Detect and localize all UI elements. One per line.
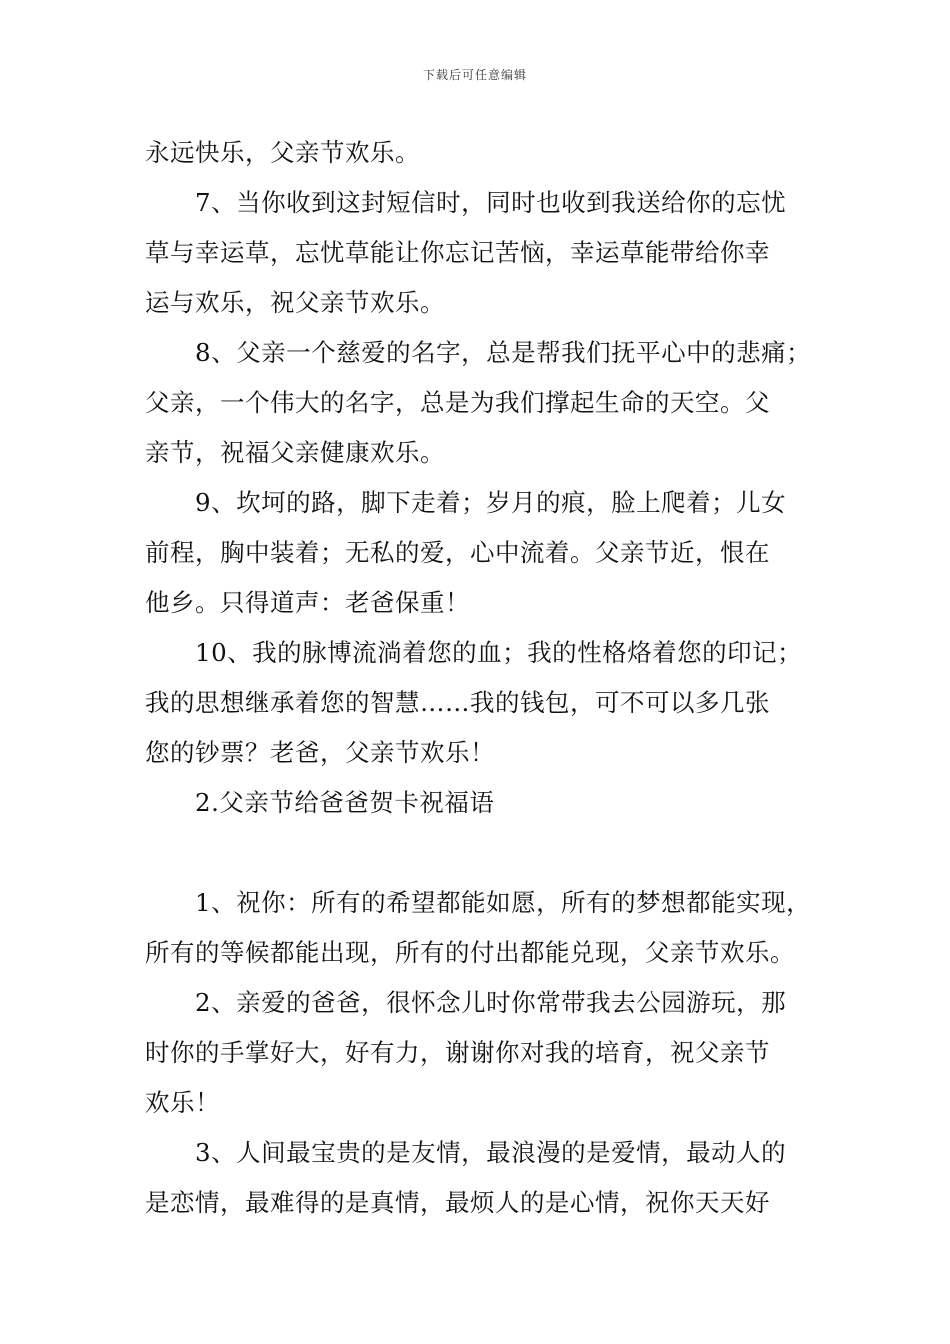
paragraph-start: 8、父亲一个慈爱的名字，总是帮我们抚平心中的悲痛； — [195, 338, 812, 367]
blank-line — [145, 828, 815, 878]
text-line: 亲节，祝福父亲健康欢乐。 — [145, 438, 445, 467]
paragraph-start: 7、当你收到这封短信时，同时也收到我送给你的忘忧 — [195, 188, 787, 217]
paragraph-start: 3、人间最宝贵的是友情，最浪漫的是爱情，最动人的 — [195, 1138, 787, 1167]
paragraph-start: 10、我的脉博流淌着您的血；我的性格烙着您的印记； — [195, 638, 803, 667]
text-line: 您的钞票？老爸，父亲节欢乐！ — [145, 738, 495, 767]
document-body — [145, 128, 815, 1228]
paragraph-start: 9、坎坷的路，脚下走着；岁月的痕，脸上爬着；儿女 — [195, 488, 787, 517]
text-line: 欢乐！ — [145, 1088, 220, 1117]
text-line: 时你的手掌好大，好有力，谢谢你对我的培育，祝父亲节 — [145, 1038, 770, 1067]
paragraph-start: 2、亲爱的爸爸，很怀念儿时你常带我去公园游玩，那 — [195, 988, 787, 1017]
section-heading: 2.父亲节给爸爸贺卡祝福语 — [195, 788, 495, 817]
text-line: 前程，胸中装着；无私的爱，心中流着。父亲节近，恨在 — [145, 538, 770, 567]
text-line: 所有的等候都能出现，所有的付出都能兑现，父亲节欢乐。 — [145, 938, 795, 967]
text-line: 我的思想继承着您的智慧……我的钱包，可不可以多几张 — [145, 688, 770, 717]
text-line: 是恋情，最难得的是真情，最烦人的是心情，祝你天天好 — [145, 1188, 770, 1217]
text-line: 永远快乐，父亲节欢乐。 — [145, 138, 420, 167]
text-line: 他乡。只得道声：老爸保重！ — [145, 588, 470, 617]
header-note: 下载后可任意编辑 — [422, 68, 527, 82]
text-line: 草与幸运草，忘忧草能让你忘记苦恼，幸运草能带给你幸 — [145, 238, 770, 267]
paragraph-start: 1、祝你：所有的希望都能如愿，所有的梦想都能实现， — [195, 888, 812, 917]
text-line: 运与欢乐，祝父亲节欢乐。 — [145, 288, 445, 317]
text-line: 父亲，一个伟大的名字，总是为我们撑起生命的天空。父 — [145, 388, 770, 417]
